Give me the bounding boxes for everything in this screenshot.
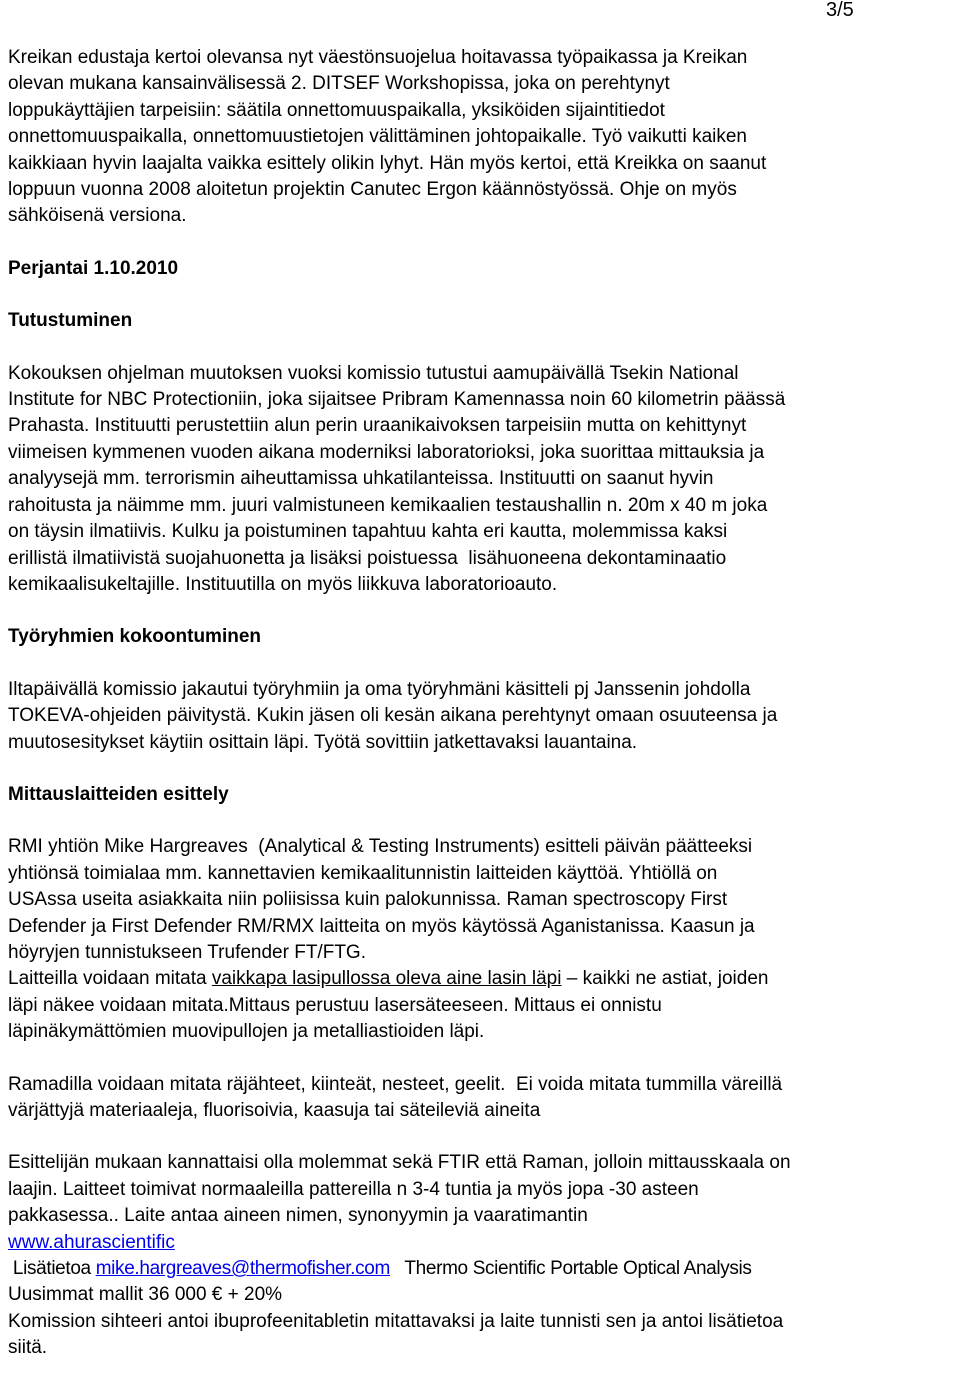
text-line: kemikaalisukeltajille. Instituutilla on myös liikkuva laboratorioauto. xyxy=(8,573,558,595)
text-line: pakkasessa.. Laite antaa aineen nimen, synonyymin ja vaaratimantin xyxy=(8,1205,588,1227)
price-text: Uusimmat mallit 36 000 xyxy=(8,1284,212,1306)
text-line xyxy=(8,1256,958,1282)
product-name: Thermo Scientific Portable Optical Analysis xyxy=(389,1258,752,1280)
text-line: Institute for NBC Protectioniin, joka sijaitsee Pribram Kamennassa noin 60 kilometrin päässä xyxy=(8,389,786,411)
text-line: värjättyjä materiaaleja, fluorisoivia, kaasuja tai säteileviä aineita xyxy=(8,1100,541,1121)
page-number: 3/5 xyxy=(826,0,854,21)
text-line: läpi näkee voidaan mitata.Mittaus perustuu lasersäteeseen. Mittaus ei onnistu xyxy=(8,994,662,1016)
text-line: loppuun vuonna 2008 aloitetun projektin Canutec Ergon käännöstyössä. Ohje on myös xyxy=(8,179,737,201)
tyoryhmat-paragraph xyxy=(8,677,958,756)
text-line: Esittelijän mukaan kannattaisi olla molemmat sekä FTIR että Raman, jolloin mittausskaala on xyxy=(8,1152,791,1174)
text-line: TOKEVA-ohjeiden päivitystä. Kukin jäsen oli kesän aikana perehtynyt omaan osuuteensa ja xyxy=(8,705,778,727)
text-line: analyysejä mm. terrorismin aiheuttamissa uhkatilanteissa. Instituutti on saanut hyvin xyxy=(8,468,714,490)
text-line: Komission sihteeri antoi ibuprofeenitabletin mitattavaksi ja laite tunnisti sen ja antoi lisätietoa xyxy=(8,1310,784,1332)
euro-symbol: € xyxy=(211,1284,223,1306)
ramadi-paragraph xyxy=(8,1072,958,1125)
text-line: siitä. xyxy=(8,1337,48,1359)
document-body xyxy=(8,45,958,1362)
text-line: Iltapäivällä komissio jakautui työryhmiin ja oma työryhmäni käsitteli pj Janssenin johdolla xyxy=(8,678,751,700)
text-line: Prahasta. Instituutti perustettiin alun perin uraanikaivoksen tarpeisiin mutta on kehittynyt xyxy=(8,415,747,437)
text-line: Ramadilla voidaan mitata räjähteet, kiinteät, nesteet, geelit. Ei voida mitata tummilla väreillä xyxy=(8,1073,783,1095)
text-line: onnettomuuspaikalla, onnettomuustietojen välittäminen johtopaikalle. Työ vaikutti kaiken xyxy=(8,126,747,148)
email-link[interactable]: mike.hargreaves@thermofisher.com xyxy=(95,1258,390,1280)
date-heading: Perjantai 1.10.2010 xyxy=(8,257,179,279)
text-line: muutosesitykset käytiin osittain läpi. Työtä sovittiin jatkettavaksi lauantaina. xyxy=(8,731,638,753)
text-line: laajin. Laitteet toimivat normaaleilla pattereilla n 3-4 tuntia ja myös jopa -30 asteen xyxy=(8,1178,699,1200)
text-line: USAssa useita asiakkaita niin poliisissa kuin palokunnissa. Raman spectroscopy First xyxy=(8,889,728,911)
text-line xyxy=(8,1282,958,1308)
text-segment: Laitteilla voidaan mitata xyxy=(8,968,212,990)
text-line: höyryjen tunnistukseen Trufender FT/FTG. xyxy=(8,941,366,963)
text-line: RMI yhtiön Mike Hargreaves (Analytical & Testing Instruments) esitteli päivän päätteeksi xyxy=(8,836,753,858)
text-line: Kreikan edustaja kertoi olevansa nyt väestönsuojelua hoitavassa työpaikassa ja Kreikan xyxy=(8,47,748,68)
section-heading-tutustuminen: Tutustuminen xyxy=(8,310,133,332)
section-heading-mittaus: Mittauslaitteiden esittely xyxy=(8,783,229,805)
text-line: Kokouksen ohjelman muutoksen vuoksi komissio tutustui aamupäivällä Tsekin National xyxy=(8,362,739,384)
text-line: kaikkiaan hyvin laajalta vaikka esittely olikin lyhyt. Hän myös kertoi, että Kreikka on saanut xyxy=(8,152,767,174)
esittelija-paragraph xyxy=(8,1150,958,1361)
section-heading-tyoryhmat: Työryhmien kokoontuminen xyxy=(8,626,262,648)
text-line: läpinäkymättömien muovipullojen ja metalliastioiden läpi. xyxy=(8,1021,485,1043)
text-line: olevan mukana kansainvälisessä 2. DITSEF Workshopissa, joka on perehtynyt xyxy=(8,73,670,95)
underlined-phrase: vaikkapa lasipullossa oleva aine lasin läpi xyxy=(211,968,562,990)
text-line: erillistä ilmatiivistä suojahuonetta ja lisäksi poistuessa lisähuoneena dekontaminaatio xyxy=(8,547,727,569)
text-segment: – kaikki ne astiat, joiden xyxy=(561,968,769,990)
text-line: sähköisenä versiona. xyxy=(8,205,187,227)
info-label: Lisätietoa xyxy=(8,1258,96,1280)
text-line xyxy=(8,1230,958,1256)
text-line: on täysin ilmatiivis. Kulku ja poistuminen tapahtuu kahta eri kautta, molemmissa kaksi xyxy=(8,521,728,543)
mittaus-paragraph xyxy=(8,834,958,1045)
text-line: loppukäyttäjien tarpeisiin: säätila onnettomuuspaikalla, yksiköiden sijaintitiedot xyxy=(8,99,665,121)
tutustuminen-paragraph xyxy=(8,361,958,599)
text-line: viimeisen kymmenen vuoden aikana moderniksi laboratorioksi, joka suorittaa mittauksia ja xyxy=(8,441,765,463)
text-line xyxy=(8,966,958,992)
price-vat: + 20% xyxy=(222,1284,283,1306)
text-line: rahoitusta ja näimme mm. juuri valmistuneen kemikaalien testaushallin n. 20m x 40 m joka xyxy=(8,494,768,516)
text-line: Defender ja First Defender RM/RMX laitteita on myös käytössä Aganistanissa. Kaasun ja xyxy=(8,915,755,937)
intro-paragraph xyxy=(8,45,958,230)
text-line: yhtiönsä toimialaa mm. kannettavien kemikaalitunnistin laitteiden käyttöä. Yhtiöllä on xyxy=(8,862,718,884)
website-link[interactable]: www.ahurascientific xyxy=(8,1231,175,1253)
